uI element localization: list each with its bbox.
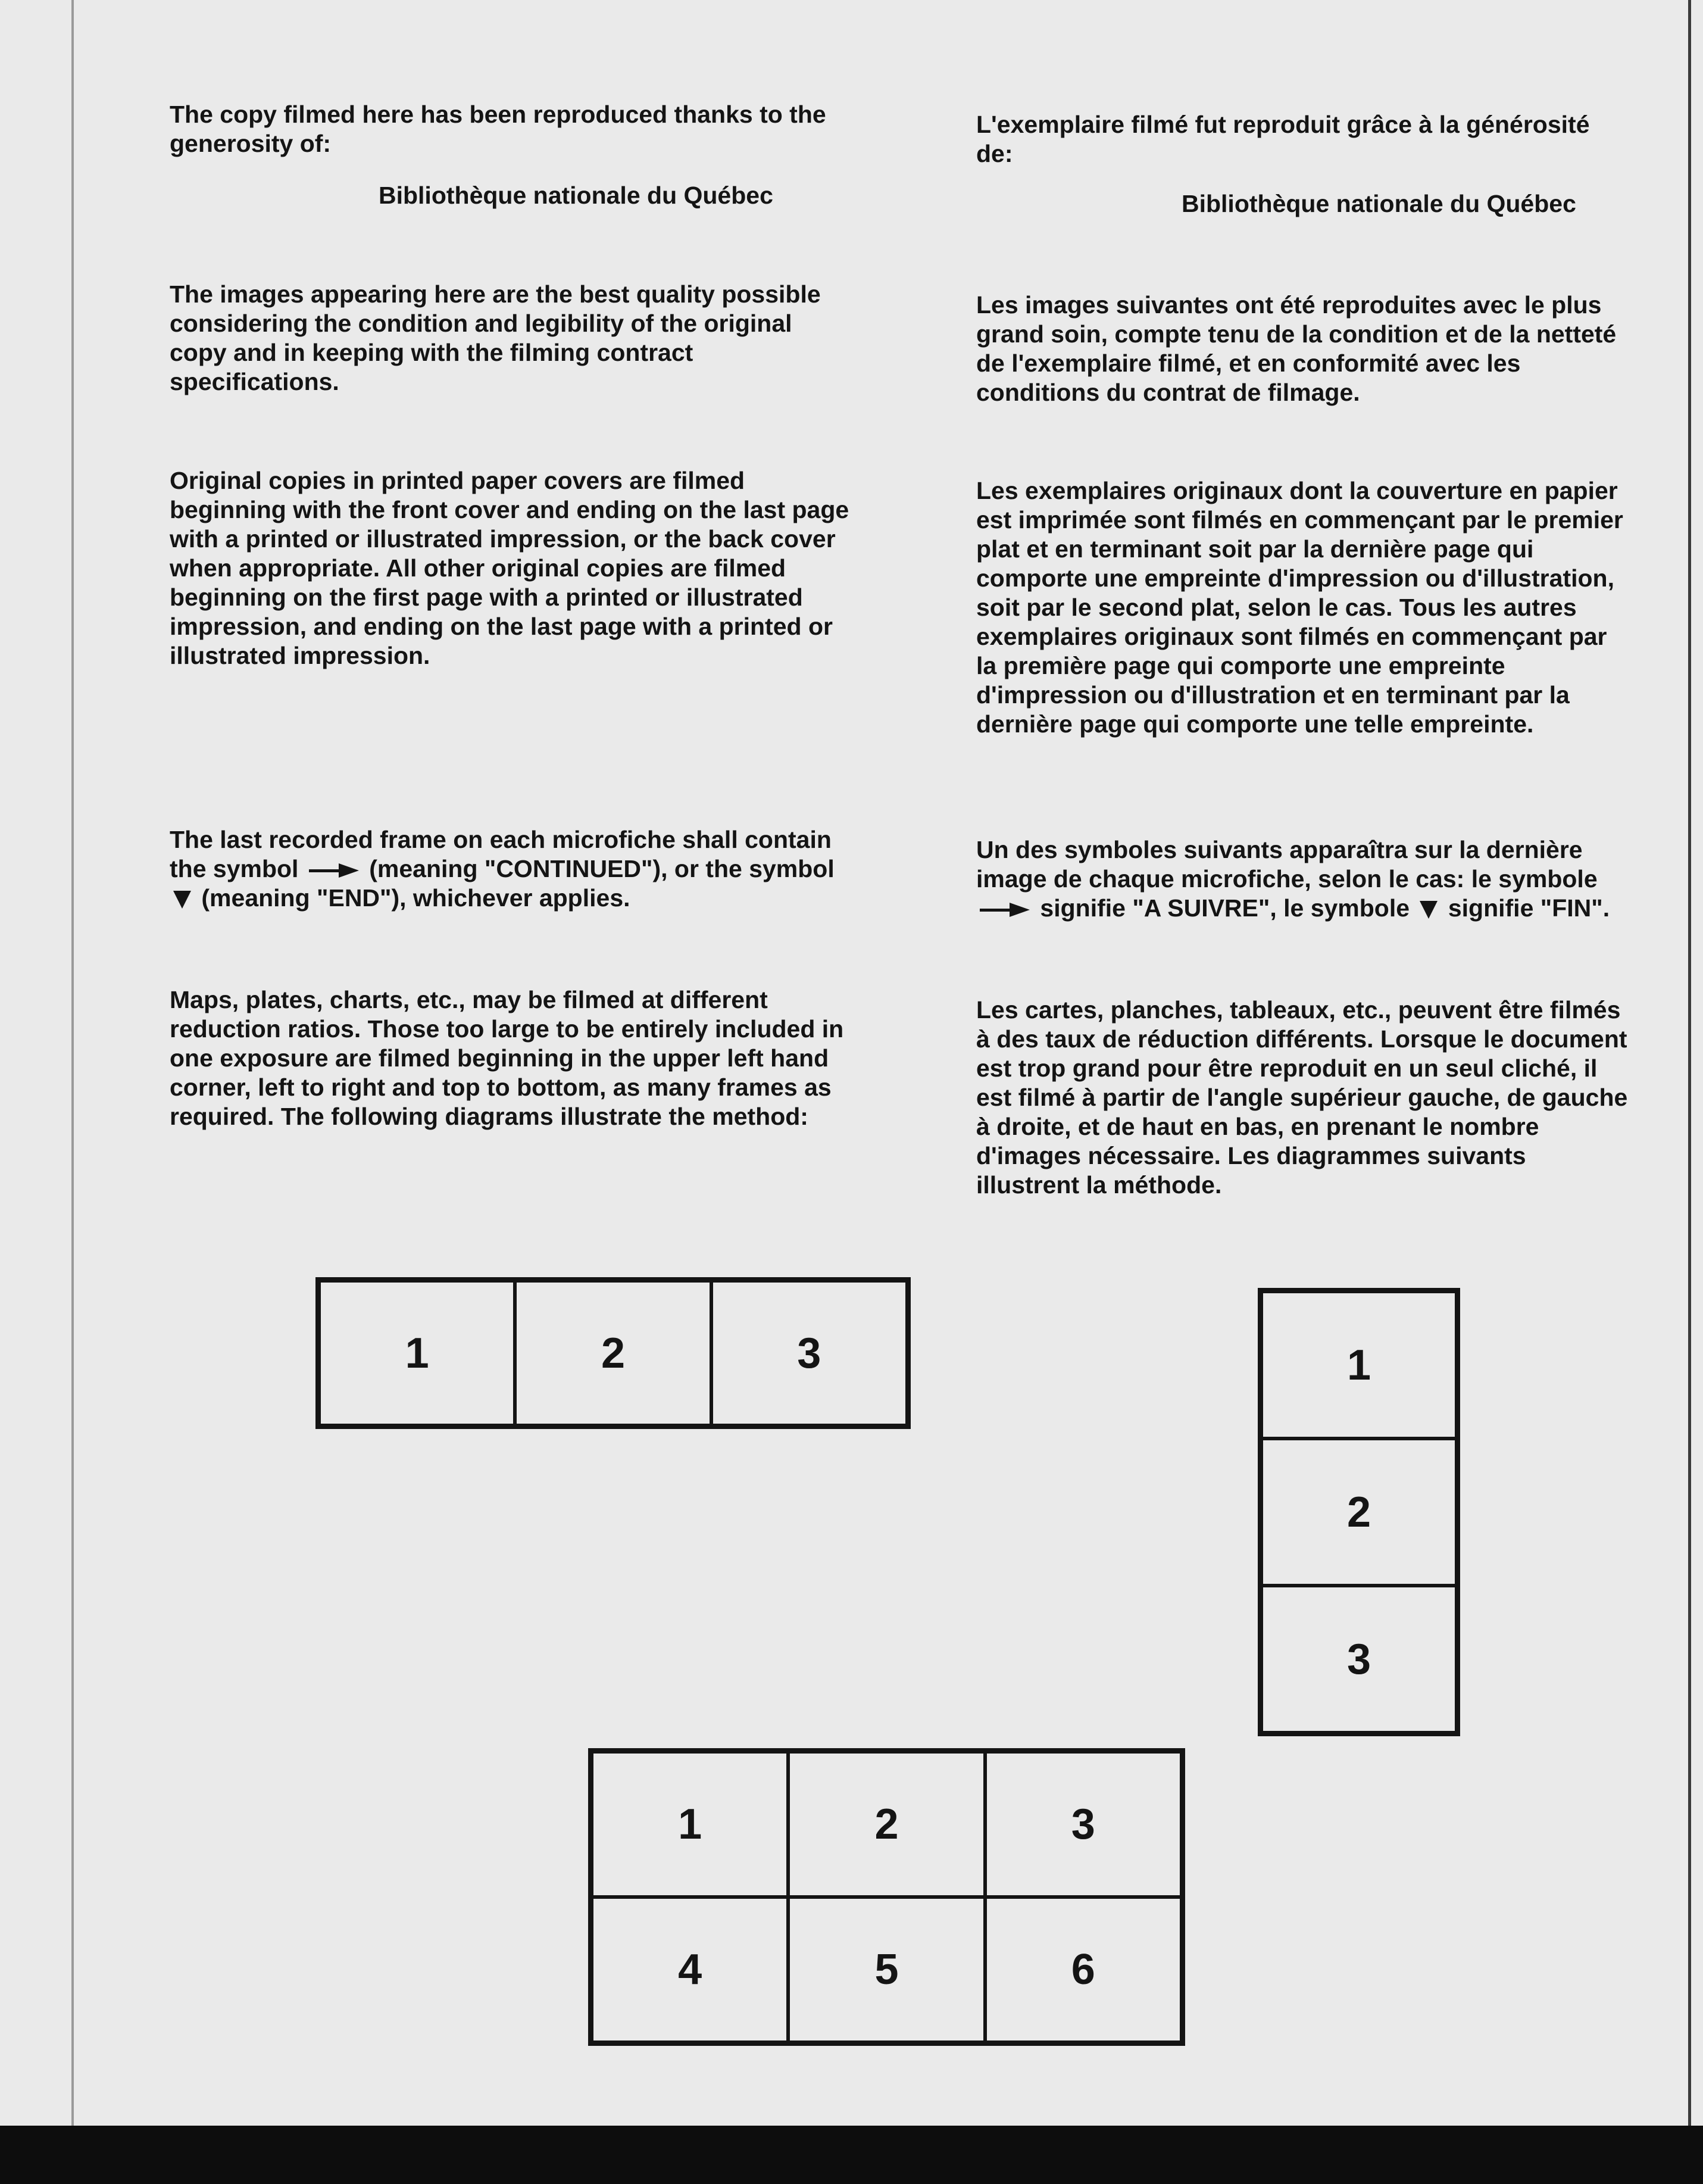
symbols-fr: [976, 835, 1628, 923]
diagram-grid: [588, 1748, 1185, 2046]
frame-cell: 3: [711, 1281, 907, 1425]
symbols-en-part1: The last recorded frame on each microfiche shall contain the symbol: [170, 826, 832, 882]
originals-en: [170, 466, 854, 670]
continued-arrow-icon: [980, 903, 1030, 917]
frame-cell: 4: [592, 1897, 788, 2042]
originals-en-text: Original copies in printed paper covers are filmed beginning with the front cover and ending on the last page with a printed or illustrated impression, or the back cover when appropriate. All other original copies are filmed beginning on the first page with a printed or illustrated impression, and ending on the last page with a printed or illustrated impression.: [170, 467, 849, 669]
frame-cell: 3: [985, 1752, 1182, 1897]
originals-fr-text: Les exemplaires originaux dont la couverture en papier est imprimée sont filmés en commençant par le premier plat et en terminant soit par la dernière page qui comporte une empreinte d'impression ou d'illustration, soit par le second plat, selon le cas. Tous les autres exemplaires originaux sont filmés en commençant par la première page qui comporte une empreinte d'impression ou d'illustration et en terminant par la dernière page qui comporte une telle empreinte.: [976, 477, 1623, 738]
originals-fr: [976, 476, 1628, 739]
institution-en: Bibliothèque nationale du Québec: [379, 182, 773, 209]
frame-cell: 6: [985, 1897, 1182, 2042]
symbols-fr-part2: signifie "A SUIVRE", le symbole: [1040, 894, 1410, 922]
frame-cell: 1: [319, 1281, 515, 1425]
symbols-en-part2: (meaning "CONTINUED"), or the symbol: [369, 855, 835, 882]
film-border: [0, 2126, 1703, 2184]
continued-arrow-icon: [309, 863, 359, 878]
maps-en: [170, 985, 854, 1131]
symbols-en: [170, 825, 854, 913]
symbols-fr-part1: Un des symboles suivants apparaîtra sur la dernière image de chaque microfiche, selon le cas: le symbole: [976, 836, 1598, 893]
quality-fr: [976, 291, 1628, 407]
frame-cell: 1: [592, 1752, 788, 1897]
quality-en-text: The images appearing here are the best quality possible considering the condition and legibility of the original copy and in keeping with the filming contract specifications.: [170, 280, 821, 395]
left-margin-line: [71, 0, 74, 2126]
intro-en-text: The copy filmed here has been reproduced thanks to the generosity of:: [170, 101, 826, 157]
symbols-en-text: [170, 825, 854, 913]
frame-cell: 1: [1261, 1291, 1457, 1439]
symbols-fr-part3: signifie "FIN".: [1448, 894, 1610, 922]
intro-fr-text: L'exemplaire filmé fut reproduit grâce à la générosité de:: [976, 111, 1590, 167]
institution-fr: Bibliothèque nationale du Québec: [1182, 190, 1576, 217]
frame-cell: 5: [788, 1897, 985, 2042]
frame-cell: 2: [515, 1281, 711, 1425]
right-edge-line: [1688, 0, 1691, 2126]
diagram-vertical: [1258, 1288, 1460, 1736]
end-triangle-icon: [1420, 901, 1438, 919]
quality-en: [170, 280, 854, 397]
maps-fr: [976, 996, 1628, 1200]
symbols-en-part3: (meaning "END"), whichever applies.: [201, 884, 630, 912]
symbols-fr-text: [976, 835, 1628, 923]
maps-en-text: Maps, plates, charts, etc., may be filmed at different reduction ratios. Those too large to be entirely included in one exposure are filmed beginning in the upper left hand corner, left to right and top to bottom, as many frames as required. The following diagrams illustrate the method:: [170, 986, 844, 1130]
intro-fr: [976, 110, 1628, 169]
intro-en: [170, 100, 854, 158]
frame-cell: 2: [788, 1752, 985, 1897]
diagram-horizontal: [315, 1277, 911, 1429]
maps-fr-text: Les cartes, planches, tableaux, etc., peuvent être filmés à des taux de réduction différents. Lorsque le document est trop grand pour être reproduit en un seul cliché, il est filmé à partir de l'angle supérieur gauche, de gauche à droite, et de haut en bas, en prenant le nombre d'images nécessaire. Les diagrammes suivants illustrent la méthode.: [976, 996, 1628, 1199]
quality-fr-text: Les images suivantes ont été reproduites avec le plus grand soin, compte tenu de la condition et de la netteté de l'exemplaire filmé, et en conformité avec les conditions du contrat de filmage.: [976, 291, 1617, 406]
end-triangle-icon: [173, 891, 191, 909]
frame-cell: 3: [1261, 1586, 1457, 1733]
frame-cell: 2: [1261, 1439, 1457, 1586]
